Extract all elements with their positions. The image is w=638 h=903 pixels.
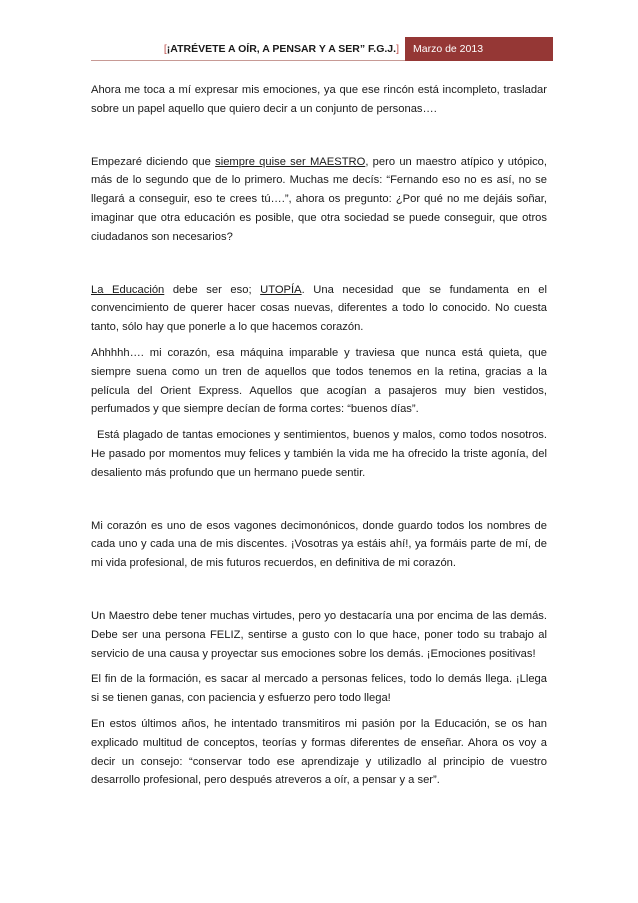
paragraph-8: El fin de la formación, es sacar al mercado a personas felices, todo lo demás llega. ¡Llega si se tienen ganas, con paciencia y esfuerzo pero todo llega!	[91, 673, 547, 705]
underlined-utopia: UTOPÍA	[260, 283, 302, 296]
page-header	[91, 37, 553, 61]
paragraph-2	[91, 153, 547, 247]
paragraph-3	[91, 281, 547, 337]
header-bracket-open: [	[163, 42, 167, 55]
header-title	[91, 37, 405, 61]
underlined-maestro: siempre quise ser MAESTRO	[215, 155, 366, 168]
paragraph-2-text-a: Empezaré diciendo que	[91, 155, 216, 168]
header-title-text: ¡ATRÉVETE A OÍR, A PENSAR Y A SER” F.G.J.	[166, 42, 397, 55]
underlined-la-educacion: La Educación	[91, 283, 165, 296]
paragraph-7: Un Maestro debe tener muchas virtudes, pero yo destacaría una por encima de las demás. Debe ser una persona FELIZ, sentirse a gusto con lo que hace, poner todo su trabajo al servicio de una causa y proyectar sus emociones sobre los demás. ¡Emociones positivas!	[91, 609, 547, 660]
paragraph-3-text-b: . Una necesidad que se fundamenta en el convencimiento de querer hacer cosas nuevas, diferentes a todo lo conocido. No cuesta tanto, sólo hay que ponerle a lo que hacemos corazón.	[91, 283, 547, 334]
paragraph-3-text-a: debe ser eso;	[164, 283, 261, 296]
document-body	[91, 72, 547, 790]
paragraph-4: Ahhhhh…. mi corazón, esa máquina imparable y traviesa que nunca está quieta, que siempre suena como un tren de aquellos que todos tenemos en la retina, gracias a la película del Orient Express. Aquellos que acogían a pasajeros muy bien vestidos, perfumados y que siempre decían de forma cortes: “buenos días”.	[91, 346, 547, 416]
paragraph-9: En estos últimos años, he intentado transmitiros mi pasión por la Educación, se os han explicado multitud de conceptos, teorías y formas diferentes de enseñar. Ahora os voy a decir un consejo: “conservar todo ese aprendizaje y utilizadlo al principio de vuestro desarrollo profesional, pero después atreveros a oír, a pensar y a ser”.	[91, 717, 547, 787]
header-bracket-close: ]	[396, 42, 399, 55]
header-date: Marzo de 2013	[405, 37, 553, 61]
paragraph-1: Ahora me toca a mí expresar mis emociones, ya que ese rincón está incompleto, trasladar sobre un papel aquello que quiero decir a un conjunto de personas….	[91, 84, 547, 115]
paragraph-5: Está plagado de tantas emociones y sentimientos, buenos y malos, como todos nosotros. He pasado por momentos muy felices y también la vida me ha ofrecido la triste agonía, del desaliento más profundo que un hermano puede sentir.	[91, 429, 547, 479]
paragraph-2-text-b: , pero un maestro atípico y utópico, más de lo segundo que de lo primero. Muchas me decís: “Fernando eso no es así, no se llegará a conseguir, eso te crees tú….”, ahora os pregunto: ¿Por qué no me dejáis soñar, imaginar que otra educación es posible, que otra sociedad se puede conseguir, que otros ciudadanos son necesarios?	[91, 155, 547, 243]
paragraph-6: Mi corazón es uno de esos vagones decimonónicos, donde guardo todos los nombres de cada uno y cada una de mis discentes. ¡Vosotras ya estáis ahí!, ya formáis parte de mí, de mi vida profesional, de mis futuros recuerdos, en definitiva de mi corazón.	[91, 519, 547, 570]
